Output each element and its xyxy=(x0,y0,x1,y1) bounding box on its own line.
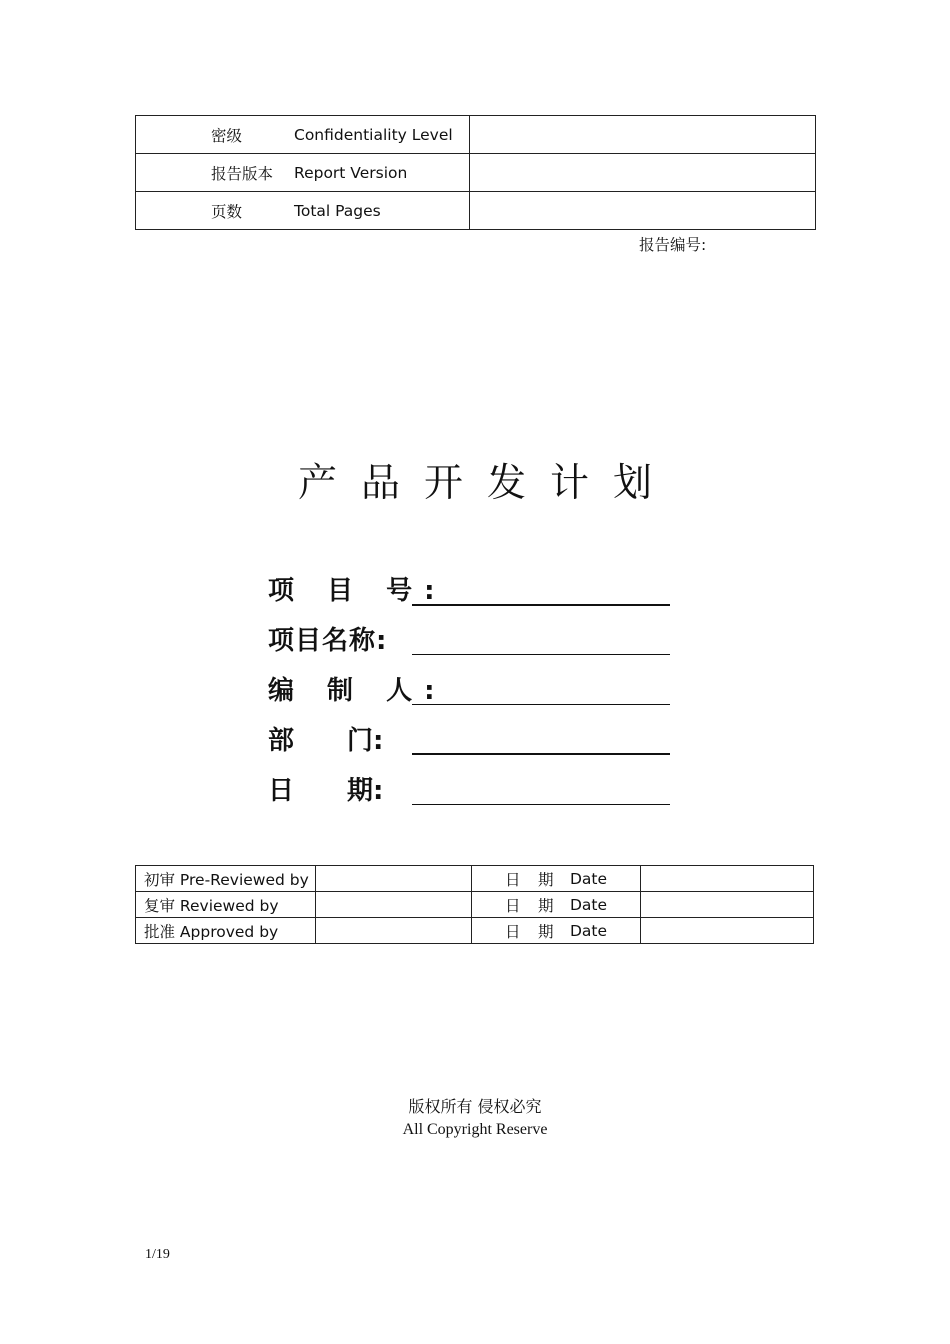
total-pages-value-field[interactable] xyxy=(470,192,816,230)
pre-reviewed-signer-field[interactable] xyxy=(316,866,472,892)
report-version-value-field[interactable] xyxy=(470,154,816,192)
approved-date-field[interactable] xyxy=(641,918,814,944)
confidentiality-label-en: Confidentiality Level xyxy=(294,125,453,144)
date-label-zh-2: 期 xyxy=(538,922,554,941)
report-version-label-zh: 报告版本 xyxy=(211,164,274,183)
date-label-cell xyxy=(472,918,641,944)
department-field[interactable] xyxy=(412,753,670,755)
pre-reviewed-date-field[interactable] xyxy=(641,866,814,892)
info-row-report-version xyxy=(136,154,816,192)
reviewed-signer-field[interactable] xyxy=(316,892,472,918)
copyright-notice-en: All Copyright Reserve xyxy=(402,1121,548,1138)
date-label-en: Date xyxy=(570,869,608,888)
date-label-zh-1: 日 xyxy=(505,870,521,889)
info-row-total-pages xyxy=(136,192,816,230)
approved-signer-field[interactable] xyxy=(316,918,472,944)
author-label: 编 制 人: xyxy=(268,676,447,706)
date-label-zh-1: 日 xyxy=(505,896,521,915)
review-row-reviewed xyxy=(136,892,814,918)
author-field[interactable] xyxy=(412,704,670,705)
document-info-table xyxy=(135,115,816,230)
confidentiality-label-zh: 密级 xyxy=(211,126,243,145)
total-pages-label-en: Total Pages xyxy=(294,201,381,220)
review-approval-table xyxy=(135,865,814,944)
project-name-label: 项目名称: xyxy=(268,626,388,656)
document-title: 产品开发计划 xyxy=(297,461,676,506)
info-label-cell xyxy=(136,116,470,154)
confidentiality-value-field[interactable] xyxy=(470,116,816,154)
project-number-field[interactable] xyxy=(412,604,670,606)
report-version-label-en: Report Version xyxy=(294,163,408,182)
project-number-label: 项 目 号: xyxy=(268,576,447,606)
date-label: 日 期: xyxy=(268,776,384,806)
reviewed-date-field[interactable] xyxy=(641,892,814,918)
reviewed-label: 复审 Reviewed by xyxy=(136,892,316,918)
department-label: 部 门: xyxy=(268,726,384,756)
info-row-confidentiality xyxy=(136,116,816,154)
project-name-field[interactable] xyxy=(412,654,670,655)
date-label-en: Date xyxy=(570,921,608,940)
date-label-cell xyxy=(472,892,641,918)
total-pages-label-zh: 页数 xyxy=(211,202,243,221)
info-label-cell xyxy=(136,154,470,192)
approved-label: 批准 Approved by xyxy=(136,918,316,944)
page-number: 1/19 xyxy=(145,1247,170,1262)
copyright-notice-zh: 版权所有 侵权必究 xyxy=(408,1097,542,1116)
date-field[interactable] xyxy=(412,804,670,805)
pre-reviewed-label: 初审 Pre-Reviewed by xyxy=(136,866,316,892)
info-label-cell xyxy=(136,192,470,230)
report-number-label: 报告编号: xyxy=(639,236,707,254)
date-label-zh-2: 期 xyxy=(538,870,554,889)
date-label-zh-2: 期 xyxy=(538,896,554,915)
date-label-en: Date xyxy=(570,895,608,914)
review-row-approved xyxy=(136,918,814,944)
date-label-zh-1: 日 xyxy=(505,922,521,941)
date-label-cell xyxy=(472,866,641,892)
review-row-pre-reviewed xyxy=(136,866,814,892)
